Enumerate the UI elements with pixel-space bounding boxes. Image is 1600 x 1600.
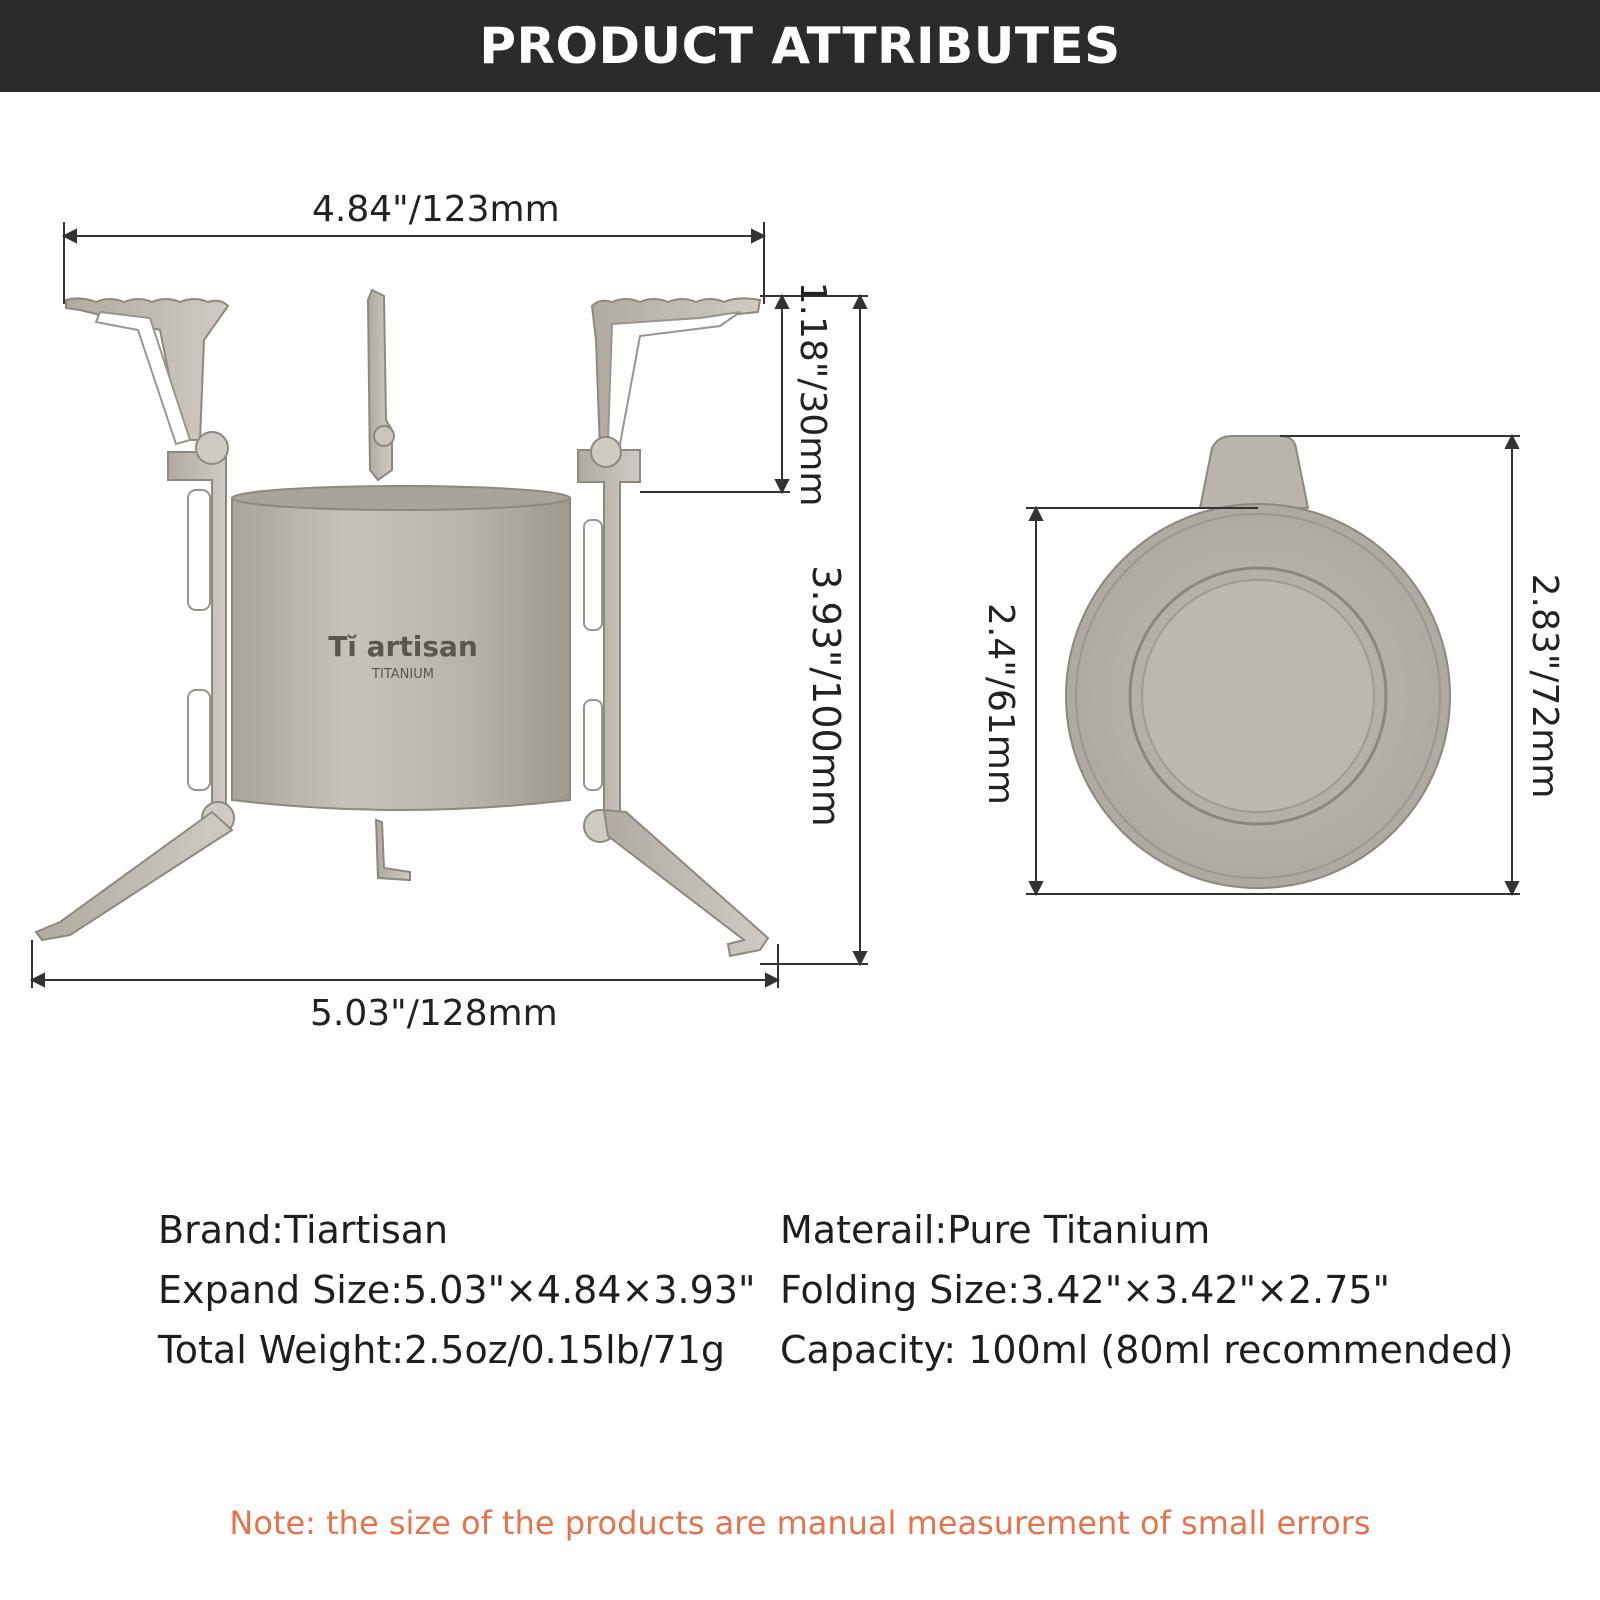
cup-lid	[1066, 436, 1450, 888]
spec-label: Capacity:	[780, 1328, 969, 1372]
spec-value: 2.5oz/0.15lb/71g	[404, 1328, 726, 1372]
dim-top-width: 4.84"/123mm	[312, 189, 560, 230]
spec-value: 5.03"×4.84×3.93"	[403, 1268, 756, 1312]
spec-label: Materail:	[780, 1208, 948, 1252]
spec-expand-size	[158, 1268, 780, 1312]
dim-cup-outer-height: 2.83"/72mm	[1524, 573, 1565, 799]
brand-logo-sub: TITANIUM	[372, 667, 434, 682]
spec-table	[158, 1208, 1518, 1372]
spec-label: Expand Size:	[158, 1268, 403, 1312]
spec-material	[780, 1208, 1518, 1252]
spec-value: Tiartisan	[284, 1208, 449, 1252]
measurement-note: Note: the size of the products are manual measurement of small errors	[229, 1504, 1371, 1542]
spec-value: 100ml (80ml recommended)	[968, 1328, 1514, 1372]
spec-brand	[158, 1208, 780, 1252]
dim-total-height: 3.93"/100mm	[804, 565, 848, 827]
spec-capacity	[780, 1328, 1518, 1372]
spec-value: 3.42"×3.42"×2.75"	[1020, 1268, 1391, 1312]
dim-support-height: 1.18"/30mm	[792, 281, 833, 507]
brand-logo: Tĭ artisan	[328, 630, 478, 663]
spec-value: Pure Titanium	[947, 1208, 1211, 1252]
dim-cup-inner-height: 2.4"/61mm	[980, 603, 1021, 805]
spec-label: Total Weight:	[158, 1328, 405, 1372]
spec-folding-size	[780, 1268, 1518, 1312]
page-title: PRODUCT ATTRIBUTES	[479, 17, 1121, 75]
spec-label: Folding Size:	[780, 1268, 1021, 1312]
spec-label: Brand:	[158, 1208, 284, 1252]
spec-total-weight	[158, 1328, 780, 1372]
dim-bottom-width: 5.03"/128mm	[310, 993, 558, 1034]
